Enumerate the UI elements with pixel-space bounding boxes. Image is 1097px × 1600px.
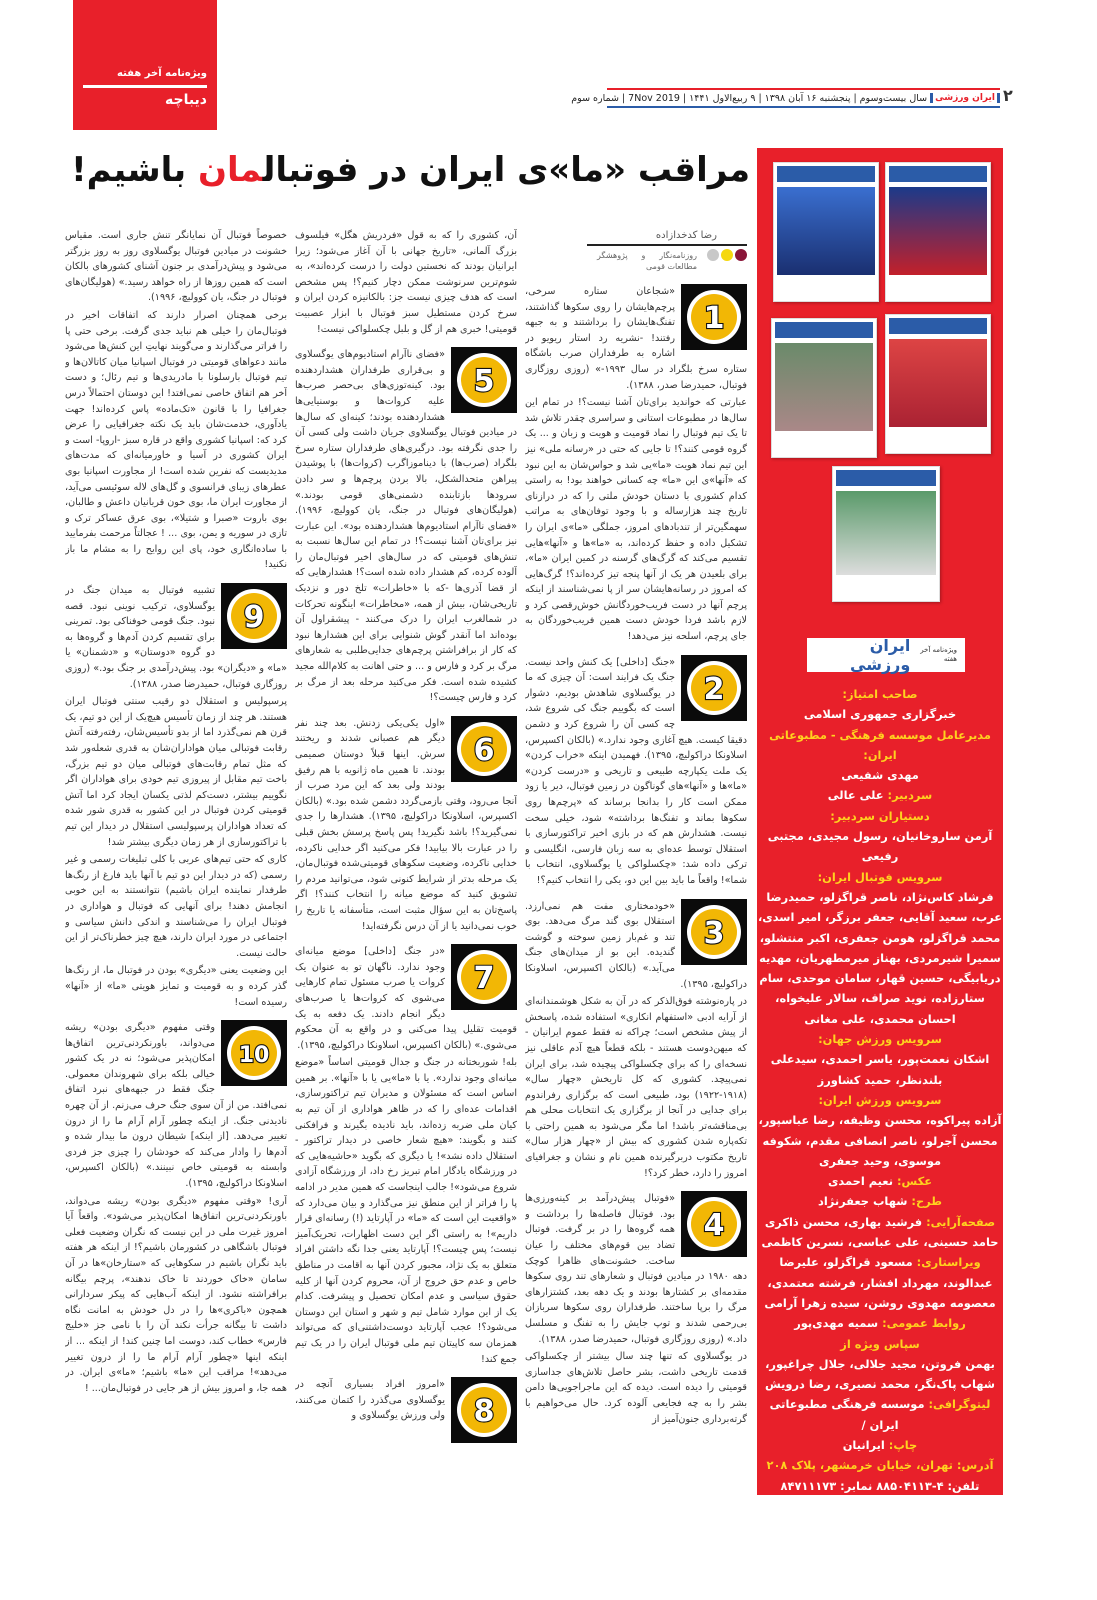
credit-line (757, 1252, 1003, 1313)
paragraph (65, 1194, 287, 1397)
svg-text:9: 9 (243, 600, 265, 636)
credit-line (757, 826, 1003, 867)
page-title: مراقب «ما»ی ایران در فوتبالمان باشیم! (71, 150, 750, 190)
credit-value: شهاب جعفرنژاد (817, 1194, 908, 1209)
svg-text:6: 6 (473, 732, 495, 768)
sidebar (757, 148, 1003, 1534)
paragraph-text: «شجاعان ستاره سرخی، پرچم‌هایشان را روی سکوها گذاشتند، تفنگ‌هایشان را برداشتند و به جبهه رفتند! -نشریه رد استار ریویو در اشاره به طرفداران صرب باشگاه ستاره سرخ بلگراد در سال ۱۹۹۳-» (روزی روزگاری فوتبال، حمیدرضا صدر، ۱۳۸۸). (525, 286, 747, 391)
svg-text:10: 10 (238, 1043, 270, 1069)
credit-value: مهدی شفیعی (841, 768, 919, 783)
number-4-icon (681, 1191, 747, 1257)
paragraph (295, 1055, 517, 1367)
paragraph-text: این وضعیت یعنی «دیگری» بودن در فوتبال ما، از رنگ‌ها گذر کرده و به قومیت و تمایز هویتی «ما» از «آنها» رسیده است! (65, 965, 287, 1008)
number-6-icon (451, 716, 517, 782)
credit-label: آدرس: تهران، خیابان خرمشهر، پلاک ۲۰۸ (766, 1458, 994, 1473)
paragraph-text: آری! «وقتی مفهوم «دیگری بودن» ریشه می‌دواند، باورنکردنی‌ترین اتفاق‌ها امکان‌پذیر می‌شود». واقعاً آیا امروز غیرت ملی در این نیست که نگران وضعیت فعلی فوتبال باشگاهی در کشورمان باشیم؟! از اینکه هر هفته باید نگران باشیم در سکوهایی که «ستارخان»ها در آن سامان «خاک خوردند تا خاک ندهند»، پرچم بیگانه برافراشته نشود. از اینکه آب‌هایی که پیکر سردارانی همچون «باکری»ها را در دل خودش به امانت نگاه داشت تا بیگانه جرأت نکند آن را با نامی جز «خلیج فارس» خطاب کند، دوست اما چنین کند! از اینکه ... از اینکه اینها «چطور آرام آرام ما را از درون تغییر می‌دهد»! مراقب این «ما» باشیم؛ «ما»ی ایران. در همه جا، و امروز بیش از هر جایی در فوتبال‌مان... ! (65, 1195, 287, 1394)
paragraph-text: برخی همچنان اصرار دارند که اتفاقات اخیر در فوتبال‌مان را خیلی هم نباید جدی گرفت. برخی حتی پا را فراتر می‌گذارند و می‌گویند نهایتِ این کنش‌ها می‌شود مانند دعواهای قومیتی در فوتبال اسپانیا میان کاتالان‌ها و تیم فوتبال بارسلونا با مادریدی‌ها و تیم رئال؛ و دست آخر هم اتفاق خاصی نمی‌افتد! این دوستان احتمالاً درس جغرافیا را با قانون «تک‌ماده» پاس کرده‌اند! جهت یادآوری، خدمت‌شان باید یک نکته جغرافیایی را عرض کرد که: اسپانیا کشوری واقع در قاره سبز -اروپا- است و ایران کشوری در آسیا و خاورمیانه‌ای که مدت‌های مدیدیست که نفرین شده است! از مجاورت اسپانیا بوی عطرهای زیبای فرانسوی و گل‌های لاله سوئیسی می‌آید، از مجاورت ایران ما، بوی خون قربانیان داعش و طالبان، بوی باروت «صبرا و شتیلا»، بوی عرق عساکر ترک و تازی در سوریه و یمن، بوی ... ! عجالتاً مرحمت بفرمایید با ساده‌انگاری خود، پای این روایح را به مشام ما باز نکنید! (65, 309, 287, 571)
credit-line (757, 806, 1003, 826)
paragraph-text: «امروز افراد بسیاری آنچه در یوگسلاوی می‌گذرد را کتمان می‌کنند، ولی ورزش یوگسلاوی و (295, 1379, 445, 1422)
credit-label: سرویس ورزش جهان: (818, 1032, 942, 1047)
supplement-logo: ویژه‌نامه آخر هفته ایران ورزشی (807, 638, 965, 672)
number-10-icon (221, 1020, 287, 1086)
credit-line (757, 1435, 1003, 1455)
newspaper-thumbnail[interactable] (832, 466, 940, 602)
paragraph (295, 228, 517, 337)
issue-number: شماره سوم (571, 92, 619, 104)
byline-dots (707, 249, 747, 261)
svg-text:7: 7 (473, 961, 495, 997)
tab-divider (83, 85, 207, 88)
numbered-section (525, 284, 747, 393)
number-1-icon (681, 284, 747, 350)
credit-label: لیتوگرافی: (928, 1397, 991, 1412)
numbered-section (295, 1377, 517, 1430)
number-3-icon (681, 899, 747, 965)
numbered-section (525, 655, 747, 889)
credit-label: ویراستاری: (916, 1255, 981, 1270)
credit-line (757, 725, 1003, 766)
credit-line (757, 765, 1003, 785)
credit-line (757, 1212, 1003, 1253)
credit-value: امور مشترکین: ۹-۲۲۲۲۴۳۸ (805, 1498, 955, 1513)
credit-value: ایرانیان (842, 1437, 885, 1452)
numbered-section (295, 347, 517, 706)
credit-value: آرمن ساروخانیان، رسول مجیدی، مجتبی رفیعی (767, 829, 993, 864)
credit-value: خبرگزاری جمهوری اسلامی (803, 707, 957, 722)
credit-value: آزاده پیراکوه، محسن وظیفه، رضا عباسپور، محسن آجرلو، ناصر انصافی مقدم، شکوفه موسوی، وحید جعفری (758, 1113, 1002, 1168)
number-8-icon (451, 1377, 517, 1443)
credit-value: تلفن: ۴-۸۸۵۰۴۱۱۳ نمابر: ۸۴۷۱۱۱۷۳ (780, 1478, 980, 1493)
credit-label: دستیاران سردبیر: (830, 808, 930, 823)
date-hijri: ۹ ربیع‌الاول ۱۴۴۱ (689, 92, 756, 104)
author-name: رضا کدخدازاده (655, 230, 717, 241)
numbered-section (525, 899, 747, 993)
credit-line (757, 1354, 1003, 1395)
svg-text:8: 8 (473, 1394, 495, 1430)
section-tab (73, 0, 217, 130)
newspaper-thumbnail[interactable] (885, 314, 991, 454)
credit-line (757, 867, 1003, 887)
credit-label: سرویس فوتبال ایران: (817, 869, 943, 884)
paragraph-text: آن، کشوری را که به قول «فردریش هگل» فیلسوف بزرگ آلمانی، «تاریخ جهانی با آن آغاز می‌شود؛ زیرا ایرانیان بودند که نخستین دولت را درست کرده‌اند»، به شوم‌ترین سرنوشت ممکن دچار کنیم؟! پس مشخص است که هدف چیزی نیست جز: بالکانیزه کردن ایران و سرخ کردن مستطیل سبز فوتبال با ابزار عصبیت قومیتی! خبری هم از گل و بلبل چکسلواکی نیست! (295, 230, 517, 335)
article-column-3 (65, 228, 287, 1500)
paragraph-text: «فوتبال پیش‌درآمد بر کینه‌ورزی‌ها بود. فوتبال فاصله‌ها را برداشت و همه گروه‌ها را در بر گرفت. فوتبال تضاد بین قوم‌های مختلف را عیان ساخت. خشونت‌های ظاهرا کوچک دهه ۱۹۸۰ در میادین فوتبال و شعارهای تند روی سکوها مقدمه‌ای بر کشتارها بودند و یک دهه بعد، کشتزارهای مرگ را برپا ساختند. طرفداران روی سکوها سربازان بی‌رحمی شدند و توپ جایش را به تفنگ و مسلسل داد.» (روزی روزگاری فوتبال، حمیدرضا صدر، ۱۳۸۸). (525, 1193, 747, 1345)
section-label: دیباچه (165, 92, 207, 108)
credit-line (757, 785, 1003, 805)
paragraph (65, 852, 287, 961)
paragraph-text: پرسپولیس و استقلال دو رقیب سنتی فوتبال ایران هستند. هر چند از زمان تأسیس هیچ‌یک از این دو تیم، یک قرن هم نمی‌گذرد اما از بدو تأسیس‌شان، رفته‌رفته آتش رقابت فوتبالی میان هواداران‌شان به قدری شعله‌ور شد که مثل تمام رقابت‌های فوتبالی میان دو تیم بزرگ، باخت تیم مقابل از پیروزی تیم خودی برای هواداران اگر نگوییم بیشتر، دست‌کم لذتی یکسان ایجاد کرد اما آتش قومیتی کردن فوتبال در این کشور به قدری شور شده که تعداد هواداران پرسپولیسی استقلال در دیدار این تیم با تراکتورسازی از هر زمان دیگری بیشتر شد! (65, 696, 287, 848)
paragraph-text: تشبیه فوتبال به میدان جنگ در یوگسلاوی، ترکیب نوینی نبود. قصه نبود. جنگ قومی خوفناکی بود. تمرینی برای تقسیم کردن آدم‌ها و گروه‌ها به دو گروه «دوستان» و «دشمنان» یا «ما» و «دیگران» بود. پیش‌درآمدی بر جنگ بود.» (روزی روزگاری فوتبال، حمیدرضا صدر، ۱۳۸۸). (65, 585, 287, 690)
credit-line (757, 887, 1003, 1029)
paragraph (65, 228, 287, 306)
paragraph-text: در یوگسلاوی که تنها چند سال بیشتر از چکسلواکی قدمت تاریخی داشت، بشر حاصل تلاش‌های جداسازی قومیتی را دیده است. دیده که این ماجراجویی‌ها دامن بشر را به چه فجایعی آلوده کرد. حال می‌خواهیم با گرته‌برداری جنون‌آمیز از (525, 1351, 747, 1425)
credit-line (757, 1090, 1003, 1110)
credit-line (757, 684, 1003, 704)
numbered-section (525, 1191, 747, 1347)
year: سال بیست‌وسوم (859, 92, 928, 104)
numbered-section (295, 944, 517, 1053)
credit-label: چاپ: (888, 1437, 918, 1452)
svg-text:4: 4 (703, 1208, 725, 1244)
date-english: 7Nov 2019 (628, 92, 680, 104)
credit-label: طرح: (911, 1194, 942, 1209)
paragraph-text: «اول یکی‌یکی زدنش. بعد چند نفر دیگر هم عصبانی شدند و ریختند سرش. اینها قبلاً دوستان صمیمی بودند. تا همین ماه ژانویه با هم رفیق بودند ولی بعد که این مرد صرب از آنجا می‌رود، وقتی بازمی‌گردد دشمن شده بود.» (بالکان اکسپرس، اسلاونکا دراکولیچ، ۱۳۹۵). هشدارها را جدی نمی‌گیرید؟! باشد نگیرید! پس پاسخ پرسش بخش قبلی را در عبارت بالا بیابید! فکر می‌کنید اگر خدایی ناکرده، خدایی ناکرده، وضعیت سکوهای قومیتی‌شده فوتبال‌مان، یک مرحله بدتر از شرایط کنونی شود، می‌توانید مردم را تشویق کنید که موضع میانه را انتخاب کنند؟! اگر پاسخ‌تان به این سؤال مثبت است، متأسفانه یا تاریخ را خوب نمی‌دانید یا از آن درس نگرفته‌اید! (295, 717, 517, 932)
article-column-2 (295, 228, 517, 1500)
credit-value: علی عالی (827, 788, 884, 803)
date-persian: پنجشنبه ۱۶ آبان ۱۳۹۸ (764, 92, 851, 104)
paragraph-text: «در جنگ [داخلی] موضع میانه‌ای وجود ندارد. ناگهان تو به عنوان یک کروات یا صرب مسئول تمام کارهایی می‌شوی که کروات‌ها یا صرب‌های دیگر انجام دادند. یک دفعه به یک قومیت تقلیل پیدا می‌کنی و در واقع به آن محکوم می‌شوی.» (بالکان اکسپرس، اسلاونکا دراکولیچ، ۱۳۹۵). (295, 946, 517, 1051)
paragraph-text: کاری که حتی تیم‌های عربی با کلی تبلیغات رسمی و غیر رسمی (که در دیدار این دو تیم با آنها باید فارغ از رنگ‌ها طرفدار نماینده ایران باشیم) نتوانستند به این خوبی انجامش دهند! برای آنهایی که فوتبال و هواداری در فوتبال ایران را می‌شناسند و اندکی دانش سیاسی و اجتماعی در مورد ایران دارند، هیچ چیز خطرناک‌تر از این حالت نیست. (65, 854, 287, 959)
numbered-section (65, 1020, 287, 1192)
credit-value: مسعود قراگزلو، علیرضا عبدالوند، مهرداد افشار، فرشته معتمدی، معصومه مهدوی روشن، سیده زهرا آرامی (764, 1255, 996, 1310)
page-number: ۲ (1003, 86, 1013, 105)
paragraph-text: خصوصاً فوتبال آن نمایانگر تنش جاری است. مقیاس خشونت در میادین فوتبال یوگسلاوی روز به روز بزرگتر می‌شود و پیش‌درآمدی بر جنون آشنای کشورهای بالکان است که همین روزها از راه خواهد رسید.» (هولیگان‌های فوتبال در جنگ، یان کوولیچ، ۱۹۹۶). (65, 230, 287, 304)
paragraph (525, 994, 747, 1181)
credit-line (757, 1191, 1003, 1211)
number-9-icon (221, 583, 287, 649)
number-5-icon (451, 347, 517, 413)
author-role: روزنامه‌نگار و پژوهشگر مطالعات قومی (597, 251, 697, 271)
credit-label: سردبیر: (887, 788, 933, 803)
credit-line (757, 1455, 1003, 1475)
credit-label: سرویس ورزش ایران: (818, 1092, 942, 1107)
supplement-label: ویژه‌نامه آخر هفته (117, 68, 207, 79)
number-7-icon (451, 944, 517, 1010)
credit-label: مدیرعامل موسسه فرهنگی - مطبوعاتی ایران: (769, 727, 991, 762)
credit-line (757, 704, 1003, 724)
paragraph-text: عبارتی که خواندید برای‌تان آشنا نیست؟! در تمام این سال‌ها در مطبوعات استانی و سراسری چقدر تلاش شد تا یک تیم فوتبال را نماد قومیت و هویت و زبان و ... یک گروه قومی کنند؟! تا جایی که حتی در «رسانه ملی» نیز این تیم نماد هویت «ما»یی شد و حواس‌شان به این نبود که «آنها»ی این «ما» چه کسانی خواهند بود! به راستی کدام کشوری با دستان خودش ملتی را که در درازنای تاریخ چند هزارساله و با وجود توفان‌های به مراتب سهمگین‌تر از تندبادهای امروز، جملگی «ما»ی ایران را تشکیل داده و حفظ کرده‌اند، به «ما»ها و «آنها»هایی تقسیم می‌کند که گرگ‌های گرسنه در کمین ایران «ما»، برای بلعیدن هر یک از آنها پنجه تیز کرده‌اند؟! گرگ‌هایی که امروز در رسانه‌هایشان سر از پا نمی‌شناسند از اینکه پرچم آنها در دست فریب‌خوردگانش خوش‌رقصی کرد و لازم باشد فردا خودش دست همین فریب‌خوردگان به جای پرچم، اسلحه نیز می‌دهد! (525, 397, 747, 643)
credit-label: روابط عمومی: (882, 1316, 966, 1331)
svg-text:3: 3 (703, 915, 725, 951)
credit-label: صاحب امتیاز: (842, 687, 918, 701)
paragraph-text: «فضای ناآرام استادیوم‌های یوگسلاوی و بی‌قراری طرفداران هشداردهنده بود. کینه‌توزی‌های بی‌حصر صرب‌ها علیه کروات‌ها و بوسنیایی‌ها هشداردهنده بودند؛ کینه‌ای که سال‌ها در میادین فوتبال یوگسلاوی جریان داشت ولی کسی آن را جدی نگرفته بود. درگیری‌های طرفداران ستاره سرخ بلگراد (صرب‌ها) با دیناموزاگرب (کروات‌ها) با پوشیدن پیراهن متحدالشکل، بالا بردن پرچم‌ها و سر دادن سرودها بازتابنده دشمنی‌های قومی بودند.» (هولیگان‌های فوتبال در جنگ، یان کوولیچ، ۱۹۹۶). «فضای ناآرام استادیوم‌ها هشداردهنده بود». این عبارت نیز برای‌تان آشنا نیست؟! در تمام این سال‌ها نسبت به تنش‌های قومیتی که در سال‌های اخیر فوتبال‌مان را آلوده کرده، کم هشدار داده شده است؟! هشدارهایی که از قضا آذری‌ها -که با «خاطرات» تلخ دور و نزدیک تاریخی‌شان، بیش از همه، «مخاطرات» اینگونه تحرکات در شمالغرب ایران را درک می‌کنند - پیشقراول آن بوده‌اند اما آنقدر گوش شنوایی برای این هشدارها نبود که کار از برافراشتن پرچم‌های جدایی‌طلبی به شعارهای مرگ بر کرد و فارس و ... و حتی اهانت به کلام‌الله مجید کشیده شده است. فکر می‌کنید مرحله بعد از مرگ بر کرد و فارس چیست؟! (295, 349, 517, 704)
credits-list (757, 684, 1003, 1536)
credit-value: فرشید بهاری، محسن ذاکری حامد حسینی، علی عباسی، نسرین کاظمی (761, 1214, 999, 1250)
credit-line (757, 1029, 1003, 1049)
credit-value: موسسه فرهنگی مطبوعاتی ایران / (769, 1397, 925, 1432)
paragraph-text: بله! شوربختانه در جنگ و جدال قومیتی اساساً «موضع میانه‌ای وجود ندارد». یا با «ما»یی یا با «آنها». بر همین اساس است که مسئولان و مدیران تیم تراکتورسازی، اقدامات عده‌ای را که در ظاهر هواداری از آن تیم به کیان ملی ضربه زده‌اند، باید نادیده بگیرند و فرافکنی کنند و بگویند: «هیچ شعار خاصی در دیدار تراکتور - استقلال داده نشد»! یا دیگری که بگوید «حاشیه‌هایی که در ورزشگاه یادگار امام تبریز رخ داد، از ورزشگاه آزادی شروع می‌شود»! جالب اینجاست که همین مدیر در ادامه پا را فراتر از این منطق نیز می‌گذارد و بیان می‌دارد که «واقعیت این است که «ما» در آپارتاید (!) رسانه‌ای قرار داریم»! به راستی اگر این دست اظهارات، تحریک‌آمیز نیست؛ پس چیست؟! آپارتاید یعنی جدا نگه داشتن افراد متعلق به یک نژاد، مجبور کردن آنها به اقامت در مناطق خاص و عدم حق خروج از آن، محروم کردن آنها از کلیه حقوق سیاسی و عدم امکان تحصیل و پیشرفت. کدام یک از این موارد شامل تیم و شهر و استان این دوستان می‌شود؟! عجب آپارتاید دوست‌داشتنی‌ای که می‌تواند همزمان سه کاپیتان تیم ملی فوتبال ایران را در یک تیم جمع کند! (295, 1057, 517, 1365)
credit-line (757, 1110, 1003, 1171)
credit-value: اشکان نعمت‌پور، یاسر احمدی، سیدعلی بلندنظر، حمید کشاورز (770, 1052, 990, 1087)
credit-label: عکس: (896, 1174, 933, 1189)
credit-label: سپاس ویژه از (840, 1336, 920, 1351)
byline-rule (587, 244, 747, 246)
paragraph (65, 308, 287, 573)
paragraph (65, 694, 287, 850)
paragraph (525, 1349, 747, 1427)
paragraph-text: در پاره‌نوشته فوق‌الذکر که در آن به شکل هوشمندانه‌ای از آرایه ادبی «استفهام انکاری» استفاده شده، پاسخش از پیش مشخص است؛ چراکه نه فقط عموم ایرانیان - که میهن‌دوست هستند - بلکه قطعاً هیچ آدم عاقلی نیز نسخه‌ای را که برای چکسلواکی پیچیده شد، برای ایران نمی‌پیچد. کشوری که کل تاریخش «چهار سال» (۱۹۱۸-۱۹۲۲) بود، طبیعی است که برگزاری رفراندوم برای جدایی در آنجا از برگزاری یک انتخابات محلی هم بی‌مناقشه‌تر باشد! اما مگر می‌شود به همین راحتی با تکه‌پاره شدن کشوری که بیش از «چهار هزار سال» تاریخ مکتوب دربرگیرنده همین نام و نشان و جغرافیای امروز را دارد، خطر کرد؟! (525, 996, 747, 1179)
svg-text:1: 1 (703, 301, 725, 336)
credit-line (757, 1496, 1003, 1516)
credit-value: بهمن فروتن، مجید جلالی، جلال چراغپور، شهاب پاک‌نگر، محمد نصیری، رضا درویش (765, 1356, 995, 1392)
credit-line (757, 1171, 1003, 1191)
paragraph-text: وقتی مفهوم «دیگری بودن» ریشه می‌دواند، باورنکردنی‌ترین اتفاق‌ها امکان‌پذیر می‌شود؛ نه در یک کشور خیالی بلکه برای شهروندان معمولی. جنگ فقط در جبهه‌های نبرد اتفاق نمی‌افتد. من از آن سوی جنگ حرف می‌زنم. از آن چهره نادیدنی جنگ. از اینکه چطور آرام آرام ما را از درون تغییر می‌دهد. [از اینکه] شیطان درون ما بیدار شده و آدم‌ها را وادار می‌کند که خودشان را چیزی جز فردی وابسته به قومیتی خاص نبینند.» (بالکان اکسپرس، اسلاونکا دراکولیچ، ۱۳۹۵). (65, 1022, 287, 1190)
newspaper-thumbnail[interactable] (771, 318, 877, 458)
credit-value: سازمان آگهی: ها: ۸۸۵۰۰۶۱۷ (799, 1519, 961, 1534)
article-column-1 (525, 228, 747, 1500)
credit-line (757, 1516, 1003, 1536)
credit-value: سمیه مهدی‌پور (794, 1316, 879, 1331)
number-2-icon (681, 655, 747, 721)
credit-line (757, 1476, 1003, 1496)
credit-label: صفحه‌آرایی: (926, 1214, 996, 1229)
masthead-logo: ایران ورزشی (930, 93, 1000, 103)
numbered-section (295, 716, 517, 934)
page-header: ایران ورزشی سال بیست‌وسوم | پنجشنبه ۱۶ آبان ۱۳۹۸ | ۹ ربیع‌الاول ۱۴۴۱ | 7Nov 2019 | شماره سوم (607, 88, 1000, 108)
credit-value: فرشاد کاس‌نژاد، ناصر قراگزلو، حمیدرضا عرب، سعید آقایی، جعفر برزگر، امیر اسدی، محمد قراگزلو، هومن جعفری، اکبر منتشلو، سمیرا شیرمردی، بهناز میرمطهریان، مهدیه دریابیگی، حسین قهار، سامان موحدی، سام ستارزاده، نوید صراف، سالار علیخواه، احسان محمدی، علی مغانی (757, 889, 1003, 1026)
paragraph-text: «خودمختاری مفت هم نمی‌ارزد. استقلال بوی گند مرگ می‌دهد. بوی تند و غم‌بار زمین سوخته و گوشت گندیده. این بو از میدان‌های جنگ می‌آید.» (بالکان اکسپرس، اسلاونکا دراکولیچ، ۱۳۹۵). (525, 900, 747, 990)
svg-text:5: 5 (473, 364, 495, 400)
paragraph (65, 963, 287, 1010)
credit-line (757, 1313, 1003, 1333)
byline (525, 228, 747, 274)
numbered-section (65, 583, 287, 692)
newspaper-thumbnail[interactable] (885, 162, 991, 302)
credit-line (757, 1394, 1003, 1435)
paragraph-text: «جنگ [داخلی] یک کنش واحد نیست. جنگ یک فرایند است: آن چیزی که ما در یوگسلاوی شاهدش بودیم، دشوار است که بگوییم جنگ کی شروع شد، چه کسی آن را شروع کرد و دشمن دقیقا کیست. هیچ آغازی وجود ندارد.» (بالکان اکسپرس، اسلاونکا دراکولیچ، ۱۳۹۵). فهمیدن اینکه «خراب کردن» یک ملت یکپارچه طبیعی و تاریخی و «درست کردن» «ما»ها و «آنها»های گوناگون در زمین فوتبال، دیر یا زود ممکن است کار را بدانجا برساند که «پرچم‌ها روی سکوها بماند و تفنگ‌ها برداشته» شود، خیلی سخت نیست. هشدارش هم که در بازی اخیر تراکتورسازی با استقلال توسط عده‌ای به سه زبان فارسی، انگلیسی و ترکی داده شد: «چکسلواکی یا یوگسلاوی، انتخاب با شما»! واقعاً ما باید بین این دو، یکی را انتخاب کنیم؟! (525, 656, 747, 886)
newspaper-thumbnail[interactable] (773, 162, 879, 302)
svg-text:2: 2 (703, 671, 725, 707)
credit-line (757, 1049, 1003, 1090)
paragraph (525, 395, 747, 645)
credit-value: نعیم احمدی (827, 1174, 893, 1189)
credit-line (757, 1334, 1003, 1354)
